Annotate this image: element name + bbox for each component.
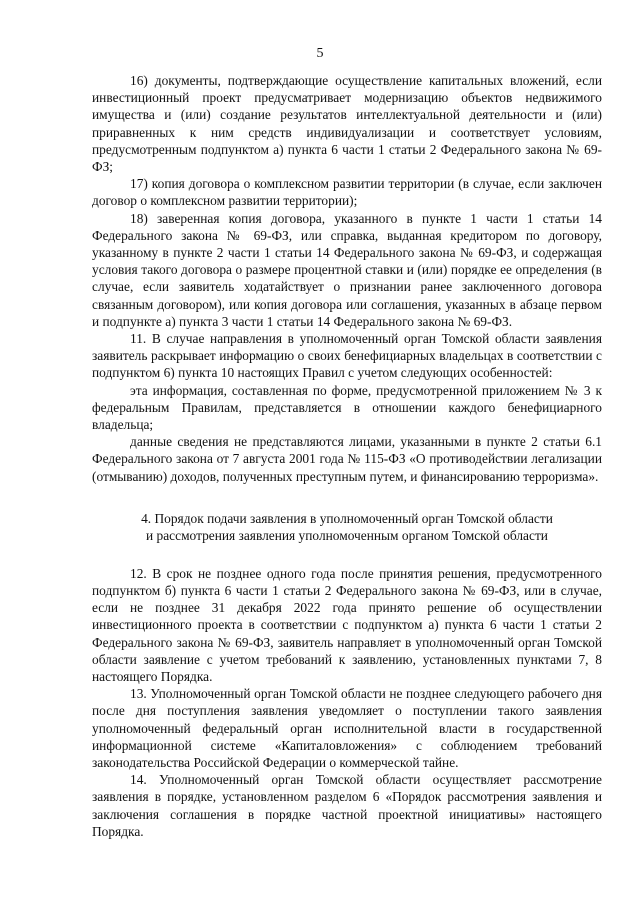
paragraph-clause-13: 13. Уполномоченный орган Томской области не позднее следующего рабочего дня после дня поступления заявления уведомляет о поступлении такого заявления уполномоченный федеральный орган исполнительной власти в государственной информационной системе «Капиталовложения» с соблюдением требований законодательства Российской Федерации о коммерческой тайне. bbox=[92, 686, 602, 770]
paragraph-clause-14: 14. Уполномоченный орган Томской области осуществляет рассмотрение заявления в порядке, установленном разделом 6 «Порядок рассмотрения заявления и заключения соглашения в порядке частной проектной инициативы» настоящего Порядка. bbox=[92, 772, 602, 839]
paragraph-clause-12: 12. В срок не позднее одного года после принятия решения, предусмотренного подпунктом б) пункта 6 части 1 статьи 2 Федерального закона № 69-ФЗ, или в случае, если не позднее 31 декабря 2022 года принято решение об осуществлении инвестиционного проекта в соответствии с подпунктом а) пункта 6 части 1 статьи 2 Федерального закона № 69-ФЗ, заявитель направляет в уполномоченный орган Томской области заявление с учетом требований к заявлению, установленных пунктами 7, 8 настоящего Порядка. bbox=[92, 565, 602, 684]
section-heading bbox=[92, 510, 602, 545]
paragraph-clause-11: 11. В случае направления в уполномоченный орган Томской области заявления заявитель раскрывает информацию о своих бенефициарных владельцах в соответствии с подпунктом 6) пункта 10 настоящих Правил с учетом следующих особенностей: bbox=[92, 331, 602, 381]
paragraph-clause-11-bullet-2: данные сведения не представляются лицами, указанными в пункте 2 статьи 6.1 Федерального закона от 7 августа 2001 года № 115-ФЗ «О противодействии легализации (отмыванию) доходов, полученных преступным путем, и финансированию терроризма». bbox=[92, 434, 602, 484]
paragraph-item-18: 18) заверенная копия договора, указанного в пункте 1 части 1 статьи 14 Федерального закона № 69-ФЗ, или справка, выданная кредитором по договору, указанному в пункте 2 части 1 статьи 14 Федерального закона № 69-ФЗ, и содержащая условия такого договора о размере процентной ставки и (или) порядке ее определения (в случае, если заявитель ходатайствует о признании ранее заключенного договора связанным договором), или копия договора или соглашения, указанных в абзаце первом и подпункте а) пункта 3 части 1 статьи 14 Федерального закона № 69-ФЗ. bbox=[92, 210, 602, 329]
section-heading-line-1: 4. Порядок подачи заявления в уполномоченный орган Томской области bbox=[141, 510, 553, 526]
paragraph-item-17: 17) копия договора о комплексном развитии территории (в случае, если заключен договор о комплексном развитии территории); bbox=[92, 176, 602, 209]
paragraph-item-16: 16) документы, подтверждающие осуществление капитальных вложений, если инвестиционный проект предусматривает модернизацию объектов недвижимого имущества и (или) создание результатов интеллектуальной деятельности и (или) приравненных к ним средств индивидуализации и соответствует условиям, предусмотренным подпунктом а) пункта 6 части 1 статьи 2 Федерального закона № 69-ФЗ; bbox=[92, 73, 602, 175]
page-number: 5 bbox=[316, 46, 324, 61]
paragraph-clause-11-bullet-1: эта информация, составленная по форме, предусмотренной приложением № 3 к федеральным Правилам, представляется в отношении каждого бенефициарного владельца; bbox=[92, 382, 602, 433]
document-body bbox=[92, 72, 602, 840]
section-heading-line-2: и рассмотрения заявления уполномоченным органом Томской области bbox=[146, 528, 548, 544]
